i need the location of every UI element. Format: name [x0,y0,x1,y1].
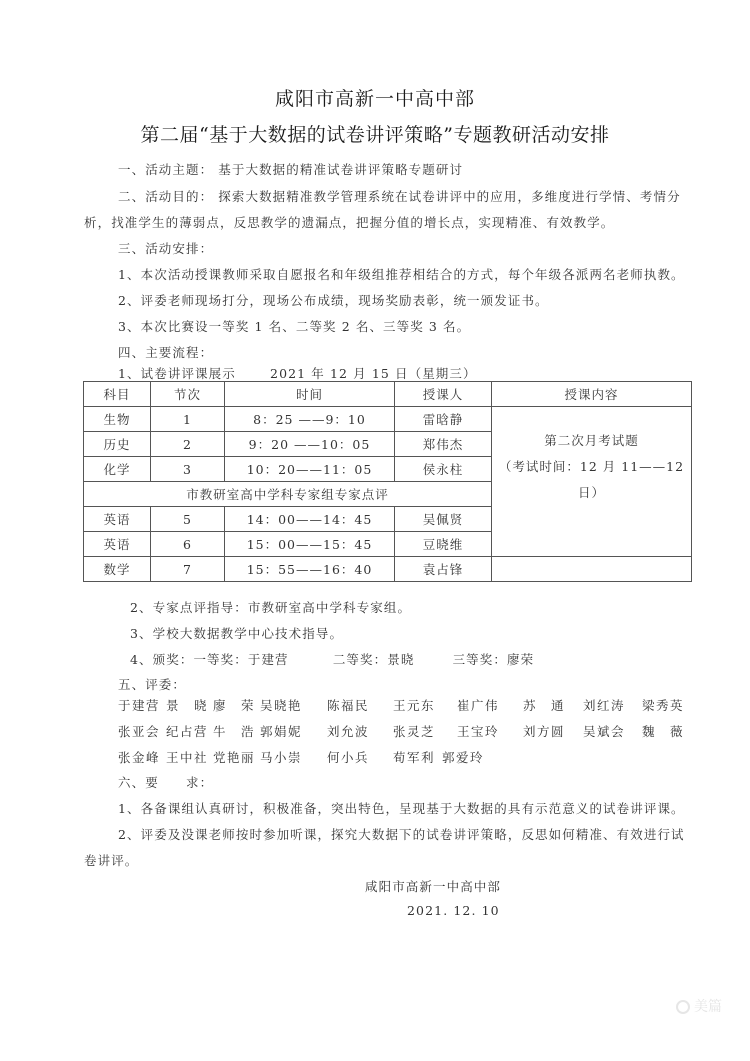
judge-name: 牛 浩 [213,724,256,739]
table-header-row [84,382,692,407]
judge-name: 刘红涛 [583,698,626,713]
judge-name: 梁秀英 [642,698,685,713]
process-label: 四、主要流程： [118,345,214,360]
arrangement-label: 三、活动安排： [118,241,214,256]
judge-name: 景 晓 [166,698,209,713]
process-item-3: 3、学校大数据教学中心技术指导。 [130,626,344,641]
cell-subject: 英语 [84,532,151,557]
requirement-item-2-line-2: 卷讲评。 [84,853,139,868]
expert-review-cell: 市教研室高中学科专家组专家点评 [84,482,492,507]
awards-line [130,650,534,668]
cell-content [492,407,692,557]
showcase-label: 1、试卷讲评课展示 [118,366,236,381]
judge-name: 张灵芝 [393,724,436,739]
cell-time: 14：00——14：45 [225,507,395,532]
cell-teacher: 吴佩贤 [395,507,492,532]
arrangement-item-1: 1、本次活动授课教师采取自愿报名和年级组推荐相结合的方式，每个年级各派两名老师执教。 [118,267,685,282]
cell-subject: 历史 [84,432,151,457]
cell-period: 6 [151,532,225,557]
judge-name: 吴晓艳 [260,698,303,713]
cell-time: 15：55——16：40 [225,557,395,582]
arrangement-item-2: 2、评委老师现场打分，现场公布成绩，现场奖励表彰，统一颁发证书。 [118,293,549,308]
cell-teacher: 郑伟杰 [395,432,492,457]
purpose-text-1: 探索大数据精准教学管理系统在试卷讲评中的应用，多维度进行学情、考情分 [218,189,681,204]
cell-period: 3 [151,457,225,482]
requirements-label: 六、要 求： [118,775,214,790]
award-third: 三等奖：廖荣 [452,652,535,667]
cell-teacher: 雷晗静 [395,407,492,432]
header-subject: 科目 [84,382,151,407]
judge-name: 吴斌会 [583,724,626,739]
purpose-label: 二、活动目的： [118,189,214,204]
cell-period: 1 [151,407,225,432]
judge-name: 张亚会 [118,724,161,739]
cell-teacher: 豆晓维 [395,532,492,557]
footer-date: 2021. 12. 10 [407,903,500,918]
awards-label: 4、颁奖： [130,652,194,667]
judge-name: 党艳丽 [213,750,256,765]
watermark-text: 美篇 [694,999,722,1015]
purpose-line-2: 析，找准学生的薄弱点，反思教学的遗漏点，把握分值的增长点，实现精准、有效教学。 [84,215,615,230]
process-item-2: 2、专家点评指导：市教研室高中学科专家组。 [130,600,412,615]
judge-name: 崔广伟 [457,698,500,713]
purpose-line-1 [118,187,681,205]
requirement-item-2-line-1: 2、评委及没课老师按时参加听课，探究大数据下的试卷讲评策略，反思如何精准、有效进行试 [118,827,685,842]
judges-label: 五、评委： [118,677,187,692]
judge-name: 陈福民 [327,698,370,713]
judge-name: 刘方圆 [523,724,566,739]
cell-period: 2 [151,432,225,457]
process-item-1 [118,364,477,382]
judge-name: 纪占营 [166,724,209,739]
theme-text: 基于大数据的精准试卷讲评策略专题研讨 [218,162,464,177]
cell-period: 5 [151,507,225,532]
content-line-1: 第二次月考试题 [544,432,639,448]
cell-time: 8：25 ——9：10 [225,407,395,432]
table-row [84,557,692,582]
judge-name: 魏 薇 [642,724,685,739]
document-title: 第二届“基于大数据的试卷讲评策略”专题教研活动安排 [140,124,610,146]
judge-name: 苏 通 [523,698,566,713]
judge-name: 郭爱玲 [442,750,485,765]
cell-subject: 化学 [84,457,151,482]
judge-name: 于建营 [118,698,161,713]
requirement-item-1: 1、各备课组认真研讨，积极准备，突出特色，呈现基于大数据的具有示范意义的试卷讲评课。 [118,801,685,816]
judge-name: 廖 荣 [213,698,256,713]
judge-name: 荀军利 [393,750,436,765]
cell-content-empty [492,557,692,582]
award-first: 一等奖：于建营 [193,652,289,667]
judge-name: 王宝玲 [457,724,500,739]
judge-name: 马小崇 [260,750,303,765]
cell-time: 9：20 ——10：05 [225,432,395,457]
cell-time: 10：20——11：05 [225,457,395,482]
judge-name: 刘允波 [327,724,370,739]
meipian-logo-icon [676,1000,690,1014]
cell-teacher: 侯永柱 [395,457,492,482]
judge-name: 王元东 [393,698,436,713]
cell-period: 7 [151,557,225,582]
cell-subject: 数学 [84,557,151,582]
judge-name: 郭娟妮 [260,724,303,739]
watermark [676,996,722,1016]
theme-line [118,160,463,178]
header-content: 授课内容 [492,382,692,407]
arrangement-item-3: 3、本次比赛设一等奖 1 名、二等奖 2 名、三等奖 3 名。 [118,319,471,334]
showcase-date: 2021 年 12 月 15 日（星期三） [270,366,477,381]
header-time: 时间 [225,382,395,407]
cell-time: 15：00——15：45 [225,532,395,557]
award-second: 二等奖：景晓 [332,652,415,667]
theme-label: 一、活动主题： [118,162,214,177]
judge-name: 何小兵 [327,750,370,765]
schedule-table [83,381,692,582]
content-line-2: （考试时间：12 月 11——12 日） [498,458,685,500]
table-row [84,407,692,432]
header-teacher: 授课人 [395,382,492,407]
cell-subject: 英语 [84,507,151,532]
school-title: 咸阳市高新一中高中部 [274,88,475,110]
cell-teacher: 袁占锋 [395,557,492,582]
header-period: 节次 [151,382,225,407]
footer-signature: 咸阳市高新一中高中部 [365,879,502,894]
judge-name: 王中社 [166,750,209,765]
cell-subject: 生物 [84,407,151,432]
judge-name: 张金峰 [118,750,161,765]
